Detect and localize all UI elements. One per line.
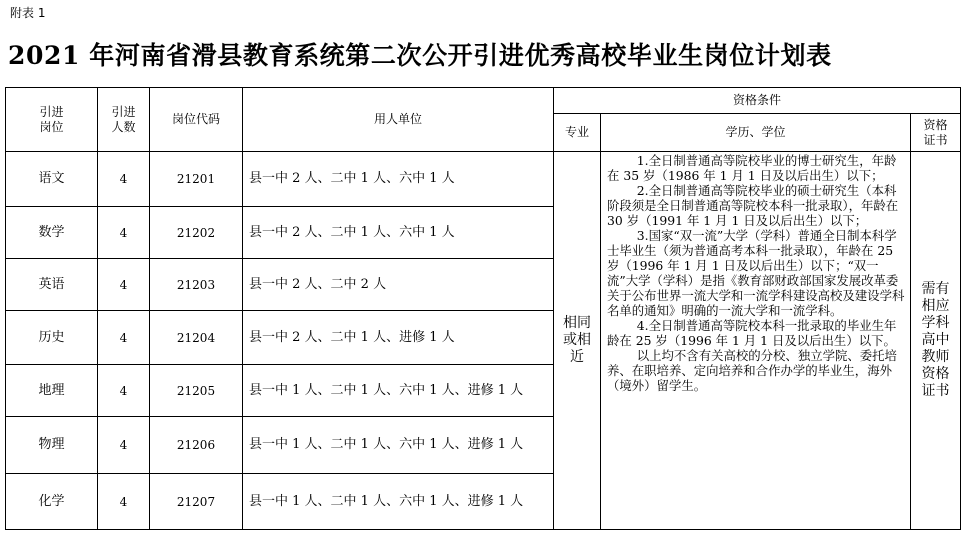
count-cell: 4	[98, 152, 150, 207]
post-cell: 数学	[6, 207, 98, 259]
unit-cell: 县一中 2 人、二中 2 人	[243, 259, 554, 311]
post-cell: 语文	[6, 152, 98, 207]
header-unit: 用人单位	[243, 88, 554, 152]
code-cell: 21204	[150, 311, 243, 365]
unit-cell: 县一中 2 人、二中 1 人、六中 1 人	[243, 207, 554, 259]
education-note: 以上均不含有关高校的分校、独立学院、委托培养、在职培养、定向培养和合作办学的毕业生，海外（境外）留学生。	[607, 348, 897, 393]
attachment-label: 附表 1	[10, 6, 46, 20]
code-cell: 21206	[150, 417, 243, 474]
certificate-requirement: 需有 相应 学科 高中 教师 资格 证书	[911, 152, 961, 530]
count-cell: 4	[98, 311, 150, 365]
count-cell: 4	[98, 207, 150, 259]
education-item-2: 2.全日制普通高等院校毕业的硕士研究生（本科阶段须是全日制普通高等院校本科一批录取），年龄在 30 岁（1991 年 1 月 1 日及以后出生）以下；	[607, 183, 899, 228]
page-title: 2021 年河南省滑县教育系统第二次公开引进优秀高校毕业生岗位计划表	[8, 41, 832, 70]
unit-cell: 县一中 2 人、二中 1 人、六中 1 人	[243, 152, 554, 207]
code-cell: 21201	[150, 152, 243, 207]
unit-cell: 县一中 1 人、二中 1 人、六中 1 人、进修 1 人	[243, 474, 554, 530]
code-cell: 21205	[150, 365, 243, 417]
unit-cell: 县一中 1 人、二中 1 人、六中 1 人、进修 1 人	[243, 365, 554, 417]
education-item-3: 3.国家“双一流”大学（学科）普通全日制本科学士毕业生（须为普通高考本科一批录取），年龄在 25 岁（1996 年 1 月 1 日及以后出生）以下；“双一流”大学（学科）是指《教育部财政部国家发展改革委关于公布世界一流大学和一流学科建设高校及建设学科名单的通知》明确的一流大学和一流学科。	[607, 228, 905, 318]
education-requirements	[601, 152, 911, 530]
post-cell: 地理	[6, 365, 98, 417]
header-post: 引进 岗位	[6, 88, 98, 152]
unit-cell: 县一中 1 人、二中 1 人、六中 1 人、进修 1 人	[243, 417, 554, 474]
education-item-4: 4.全日制普通高等院校本科一批录取的毕业生年龄在 25 岁（1996 年 1 月 1 日及以后出生）以下。	[607, 318, 897, 348]
post-cell: 英语	[6, 259, 98, 311]
recruitment-table	[5, 87, 961, 530]
table-row	[6, 152, 961, 207]
count-cell: 4	[98, 417, 150, 474]
education-item-1: 1.全日制普通高等院校毕业的博士研究生，年龄在 35 岁（1986 年 1 月 1 日及以后出生）以下；	[607, 153, 897, 183]
count-cell: 4	[98, 259, 150, 311]
count-cell: 4	[98, 365, 150, 417]
code-cell: 21202	[150, 207, 243, 259]
header-education: 学历、学位	[601, 114, 911, 152]
code-cell: 21207	[150, 474, 243, 530]
major-requirement: 相同 或相 近	[554, 152, 601, 530]
header-major: 专业	[554, 114, 601, 152]
unit-cell: 县一中 2 人、二中 1 人、进修 1 人	[243, 311, 554, 365]
header-code: 岗位代码	[150, 88, 243, 152]
header-qualifications: 资格条件	[554, 88, 961, 114]
header-certificate: 资格 证书	[911, 114, 961, 152]
post-cell: 历史	[6, 311, 98, 365]
count-cell: 4	[98, 474, 150, 530]
post-cell: 化学	[6, 474, 98, 530]
code-cell: 21203	[150, 259, 243, 311]
post-cell: 物理	[6, 417, 98, 474]
header-count: 引进 人数	[98, 88, 150, 152]
